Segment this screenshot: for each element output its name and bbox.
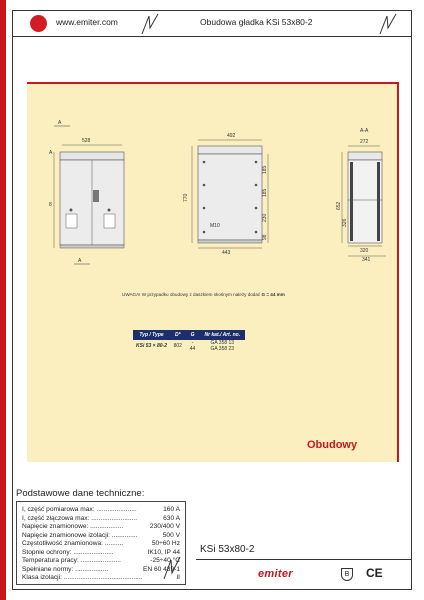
side-depth2-label: 341 — [362, 257, 371, 263]
tech-data-box — [16, 501, 186, 585]
tech-row — [22, 540, 180, 547]
front-width-label: 528 — [82, 138, 91, 144]
red-edge-strip — [0, 0, 6, 600]
header-zigzag-left — [140, 12, 160, 36]
cell-art2: GA 358 23 — [210, 346, 235, 352]
section-mark-a-bottom: A — [78, 258, 82, 264]
notice-body: UWAGA! W przypadku obudowy z daszkiem skośnym należy dodać — [122, 292, 262, 297]
front-side-mark: A — [49, 150, 53, 156]
front-view — [49, 120, 124, 264]
tech-row — [22, 532, 180, 539]
side-top-label: 272 — [360, 139, 369, 145]
tech-label: Spełniane normy: .................. — [22, 565, 109, 573]
section-mark-a-top: A — [58, 120, 62, 126]
tech-data-title: Podstawowe dane techniczne: — [16, 488, 145, 499]
tech-value: 50÷60 Hz — [151, 540, 180, 547]
mid-bottom-label: 443 — [222, 250, 231, 256]
table-row — [133, 340, 245, 352]
mounting-view — [183, 133, 268, 256]
mid-height-label: 770 — [183, 193, 189, 202]
mid-dim-1: 185 — [262, 165, 268, 174]
product-table — [133, 330, 245, 352]
tech-value: -25÷40 °C — [150, 557, 180, 564]
cell-type: KSi 53 × 80-2 — [136, 343, 167, 349]
tech-value: 630 A — [163, 514, 180, 522]
tech-row — [22, 523, 180, 530]
cell-d: 802 — [173, 343, 182, 349]
cell-art — [199, 340, 245, 352]
mid-dim-2: 185 — [262, 188, 268, 197]
tech-row — [22, 549, 180, 556]
side-depth1-label: 320 — [360, 248, 369, 254]
side-inner-label: 326 — [342, 218, 348, 227]
b-cert-icon: B — [341, 568, 353, 581]
footer-divider — [196, 559, 412, 560]
tech-value: 500 V — [162, 531, 180, 539]
bolt-label: M10 — [210, 223, 220, 229]
drawing-area-border-right — [397, 82, 399, 462]
tech-value: II — [176, 574, 180, 581]
brand-logo: emiter — [258, 568, 293, 580]
tech-label: Napięcie znamionowe: .................. — [22, 523, 124, 530]
table-header-row — [133, 330, 245, 340]
side-height-label: 652 — [336, 201, 342, 210]
tech-label: I, część złączowa max: ......................... — [22, 514, 138, 522]
tech-row — [22, 557, 180, 564]
technical-drawing — [30, 110, 395, 285]
tech-label: Klasa izolacji: ........................................... — [22, 574, 143, 581]
drawing-area-border — [27, 82, 399, 84]
front-height-label: 8 — [49, 202, 52, 208]
cell-g1: - — [191, 340, 194, 346]
tech-label: I, część pomiarowa max: ...................... — [22, 506, 137, 513]
model-name: KSi 53x80-2 — [200, 544, 255, 555]
page-title: Obudowa gładka KSi 53x80-2 — [200, 17, 313, 27]
mid-dim-4: 98 — [262, 234, 268, 240]
tech-label: Napięcie znamionowe izolacji: .............. — [22, 531, 138, 539]
tech-label: Stopnie ochrony: ...................... — [22, 548, 114, 556]
emiter-logo-icon — [30, 15, 47, 32]
tech-row — [22, 566, 180, 573]
tech-value: EN 60 439-1 — [142, 565, 180, 573]
notice-text — [122, 292, 285, 297]
tech-label: Częstotliwość znamionowa: .......... — [22, 540, 124, 547]
mid-width-label: 492 — [227, 133, 236, 139]
section-view — [336, 128, 386, 263]
cell-art1: GA 358 13 — [210, 340, 235, 346]
header-zigzag-right — [378, 12, 398, 36]
notice-bold: G = 44 mm — [261, 292, 285, 297]
col-type: Typ / Type — [133, 330, 170, 340]
col-g: G — [186, 330, 200, 340]
col-art: Nr kat./ Art. no. — [199, 330, 245, 340]
website-url[interactable]: www.emiter.com — [56, 17, 118, 27]
col-d: D* — [170, 330, 186, 340]
tech-row — [22, 506, 180, 513]
cell-g2: 44 — [189, 346, 196, 352]
cell-g — [186, 340, 200, 352]
tech-label: Temperatura pracy: ...................... — [22, 557, 121, 564]
category-label: Obudowy — [307, 439, 358, 451]
header-divider — [12, 36, 412, 37]
ce-mark-icon: CE — [366, 566, 383, 580]
section-aa-label: A-A — [360, 128, 369, 134]
tech-value: IK10, IP 44 — [147, 548, 180, 556]
tech-row — [22, 574, 180, 581]
tech-value: 160 A — [163, 506, 180, 513]
tech-value: 230/400 V — [149, 523, 180, 530]
mid-dim-3: 230 — [262, 213, 268, 222]
tech-row — [22, 515, 180, 522]
